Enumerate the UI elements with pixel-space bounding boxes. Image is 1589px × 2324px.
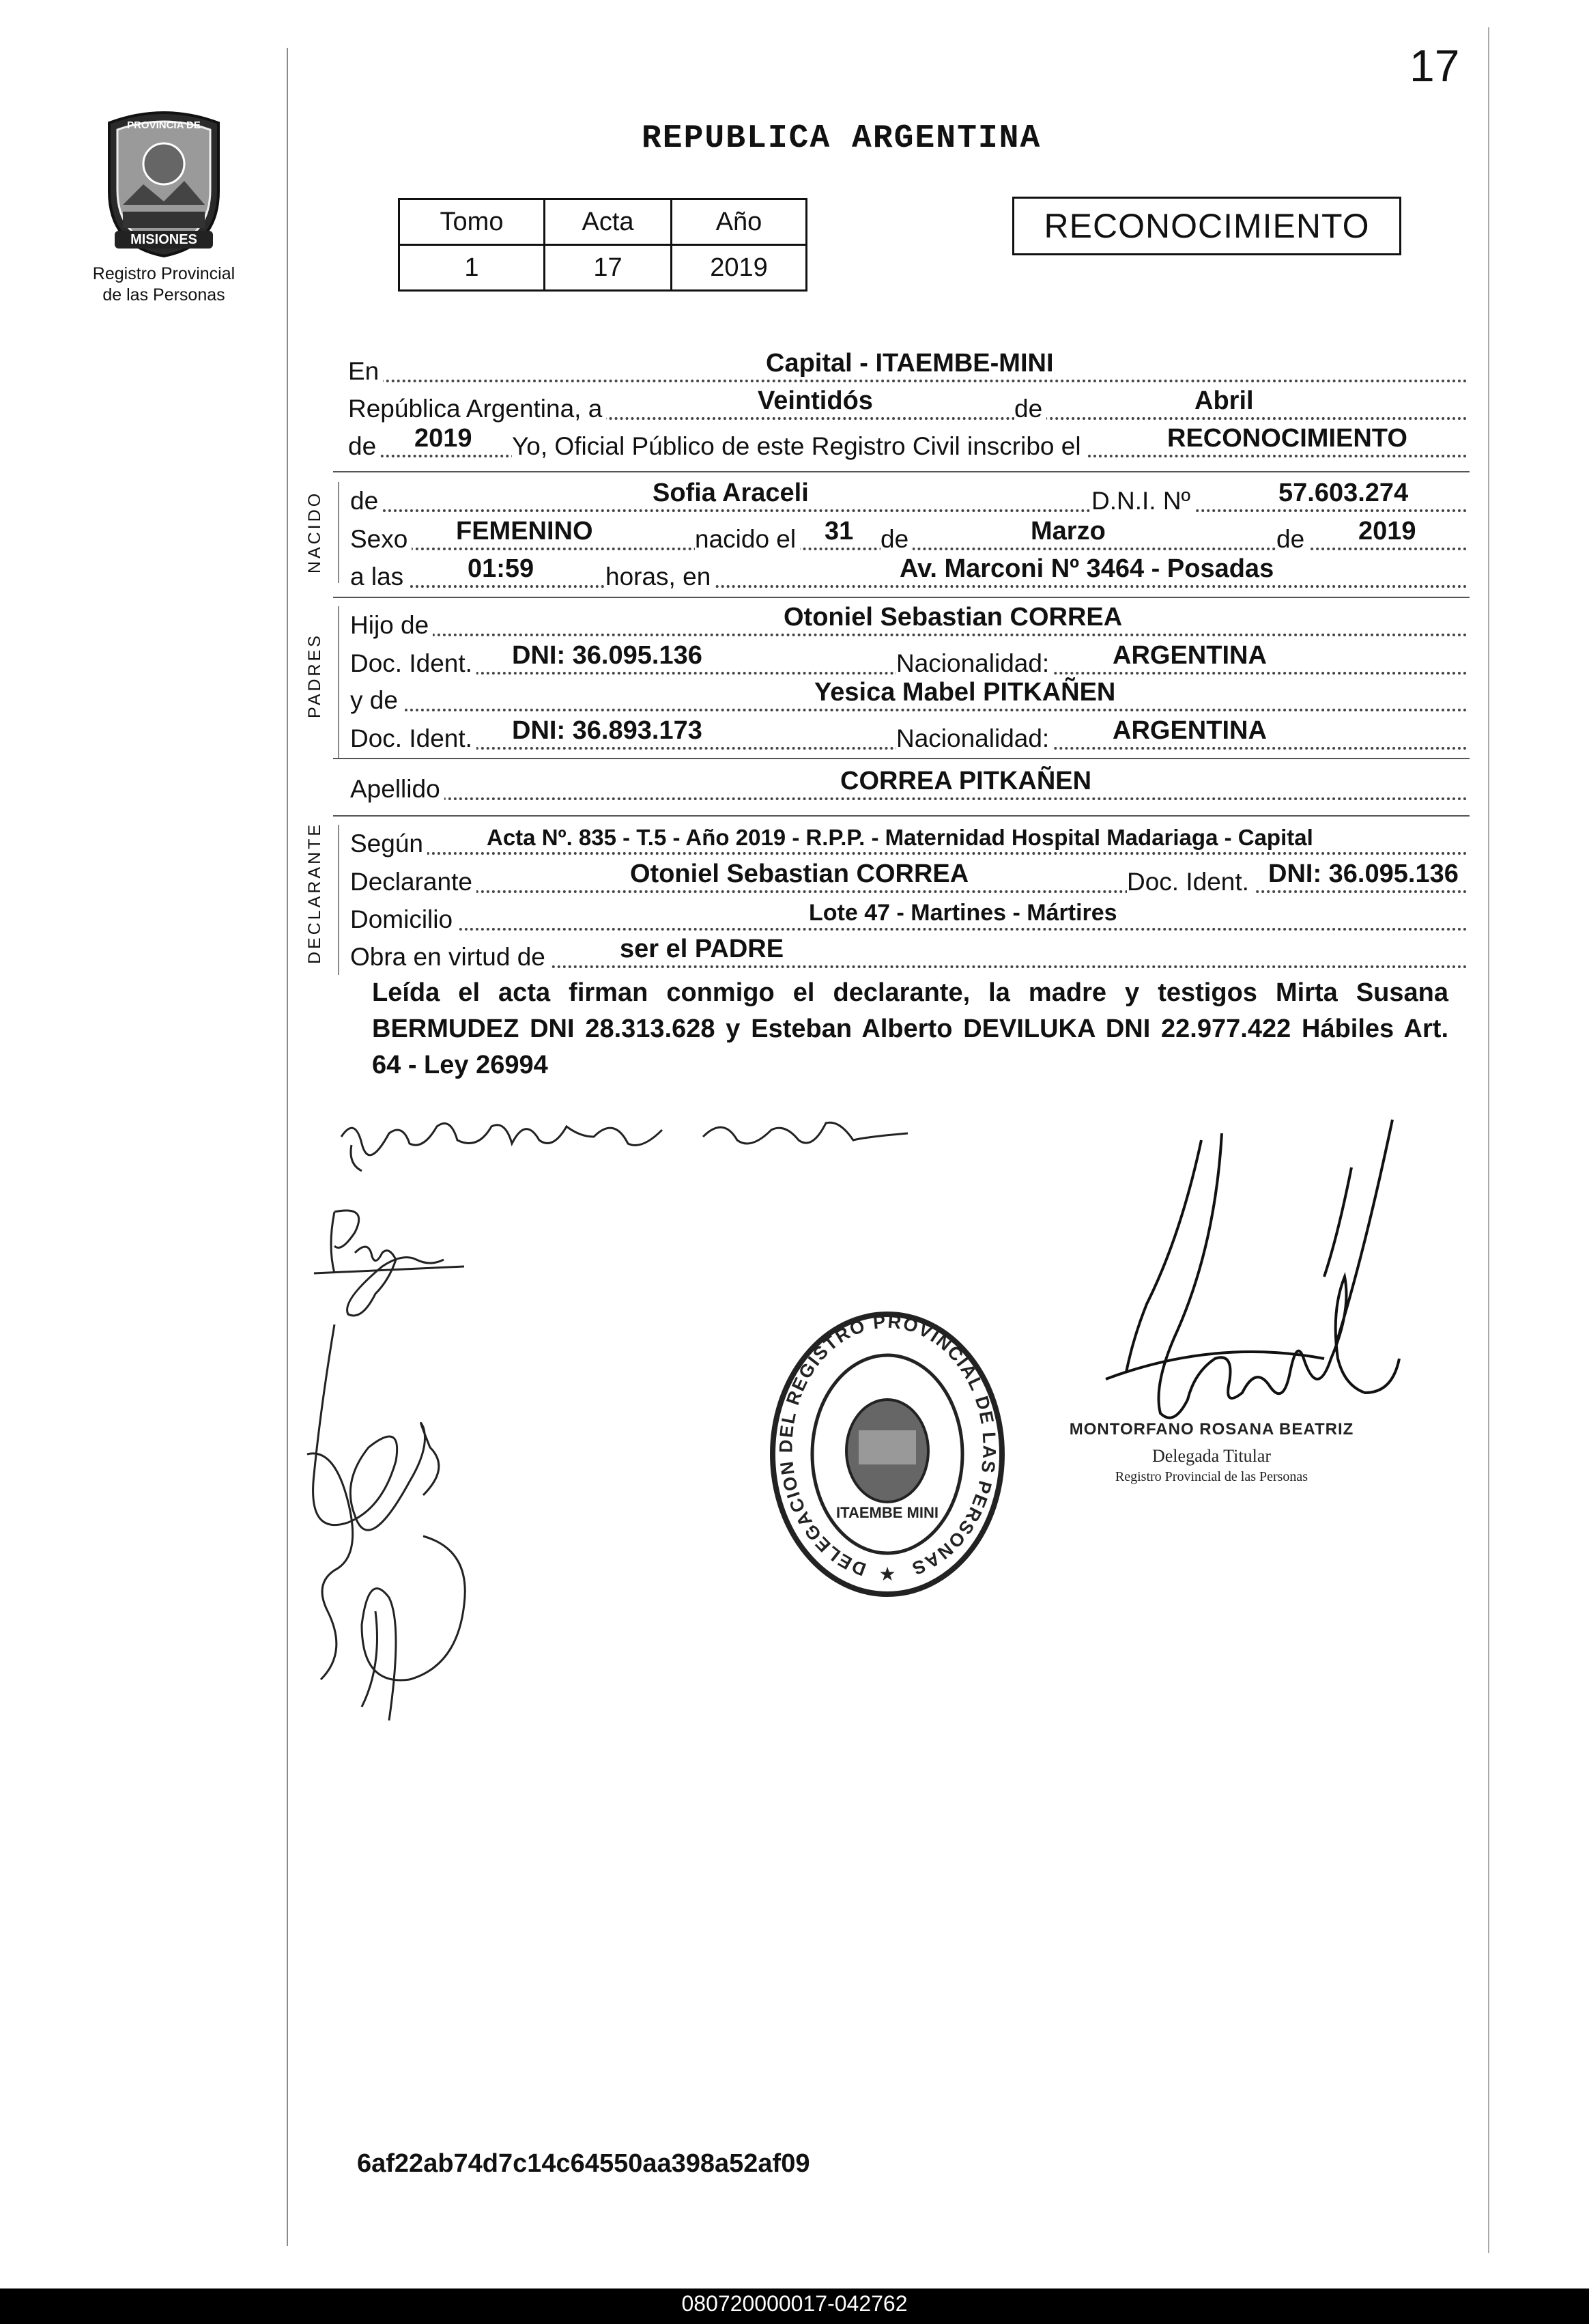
document-hash: 6af22ab74d7c14c64550aa398a52af09 — [357, 2149, 810, 2178]
left-margin-line — [287, 48, 288, 2246]
father-name: Otoniel Sebastian CORREA — [784, 603, 1123, 632]
year-value: 2019 — [414, 424, 472, 453]
birth-day: 31 — [825, 517, 854, 545]
apellido-label: Apellido — [350, 774, 444, 804]
sexo-label: Sexo — [350, 524, 412, 554]
signature-official — [1078, 1113, 1433, 1468]
birth-time: 01:59 — [468, 554, 534, 583]
svg-text:MISIONES: MISIONES — [130, 232, 197, 247]
row-nacido-nombre — [350, 479, 1468, 516]
birth-month: Marzo — [1031, 517, 1106, 545]
declarante-bracket — [338, 825, 339, 975]
birth-place: Av. Marconi Nº 3464 - Posadas — [900, 554, 1274, 583]
de-label-2: de — [881, 524, 913, 554]
hijo-de-label: Hijo de — [350, 610, 433, 640]
svg-text:ITAEMBE MINI: ITAEMBE MINI — [836, 1504, 939, 1521]
section-nacido: NACIDO — [305, 490, 324, 573]
row-obra — [350, 935, 1468, 972]
nac2-label: Nacionalidad: — [896, 724, 1053, 754]
nacido-bracket — [338, 482, 339, 583]
value-acta: 17 — [545, 245, 672, 291]
registry-label — [75, 264, 253, 306]
segun-label: Según — [350, 829, 427, 859]
declarante-doc-value: DNI: 36.095.136 — [1268, 860, 1459, 888]
officer-text: Yo, Oficial Público de este Registro Civil inscribo el — [512, 431, 1085, 462]
official-office: Registro Provincial de las Personas — [1115, 1469, 1308, 1484]
de2-label: de — [348, 431, 380, 462]
separator — [333, 758, 1470, 759]
signature-testigos — [294, 1311, 498, 1748]
page-number: 17 — [1409, 40, 1460, 91]
nacido-de-label: de — [350, 486, 382, 516]
en-value: Capital - ITAEMBE-MINI — [766, 349, 1054, 378]
obra-label: Obra en virtud de — [350, 942, 549, 972]
svg-text:★: ★ — [878, 1563, 896, 1585]
doc1-value: DNI: 36.095.136 — [512, 641, 702, 670]
registry-label-line2: de las Personas — [102, 285, 225, 304]
act-type-box: RECONOCIMIENTO — [1012, 197, 1401, 255]
svg-text:DELEGACION DEL REGISTRO PROVIN: DELEGACION DEL REGISTRO PROVINCIAL DE LAS PERSONAS — [775, 1311, 1000, 1580]
dni-value: 57.603.274 — [1278, 479, 1409, 507]
separator — [333, 597, 1470, 598]
birth-year: 2019 — [1358, 517, 1416, 545]
doc2-value: DNI: 36.893.173 — [512, 716, 702, 745]
header-acta: Acta — [545, 199, 672, 245]
separator — [333, 471, 1470, 472]
declarante-value: Otoniel Sebastian CORREA — [630, 860, 969, 888]
svg-text:PROVINCIA DE: PROVINCIA DE — [127, 119, 201, 131]
nacido-name: Sofia Araceli — [653, 479, 809, 507]
nac2-value: ARGENTINA — [1113, 716, 1267, 745]
registry-label-line1: Registro Provincial — [92, 264, 235, 283]
official-block — [1041, 1420, 1382, 1485]
declarante-label: Declarante — [350, 867, 476, 897]
footer-code: 080720000017-042762 — [681, 2291, 908, 2316]
row-y-de — [350, 678, 1468, 715]
domicilio-label: Domicilio — [350, 905, 457, 935]
sexo-value: FEMENINO — [456, 517, 593, 545]
declarante-doc-label: Doc. Ident. — [1127, 867, 1253, 897]
y-de-label: y de — [350, 685, 402, 715]
month-value: Abril — [1194, 386, 1254, 415]
value-tomo: 1 — [399, 245, 545, 291]
nac1-label: Nacionalidad: — [896, 649, 1053, 679]
domicilio-value: Lote 47 - Martines - Mártires — [809, 900, 1117, 926]
row-declarante — [350, 860, 1468, 897]
row-republica — [348, 386, 1468, 424]
row-en — [348, 349, 1468, 386]
row-doc-madre — [350, 716, 1468, 754]
right-margin-line — [1488, 27, 1489, 2253]
de-label: de — [1014, 394, 1046, 424]
row-nacido-sexo — [350, 517, 1468, 554]
en-label: En — [348, 356, 383, 386]
registry-stamp — [764, 1307, 1010, 1601]
official-name: MONTORFANO ROSANA BEATRIZ — [1069, 1420, 1354, 1439]
republica-label: República Argentina, a — [348, 394, 606, 424]
row-hijo-de — [350, 603, 1468, 640]
row-officer — [348, 424, 1468, 462]
row-doc-padre — [350, 641, 1468, 679]
padres-bracket — [338, 606, 339, 759]
doc2-label: Doc. Ident. — [350, 724, 476, 754]
official-title: Delegada Titular — [1151, 1446, 1272, 1466]
horas-label: horas, en — [605, 562, 715, 592]
row-segun — [350, 825, 1468, 859]
section-declarante: DECLARANTE — [305, 821, 324, 964]
row-apellido — [350, 767, 1468, 804]
row-nacido-hora — [350, 554, 1468, 592]
header-anio: Año — [672, 199, 807, 245]
province-seal — [96, 109, 232, 259]
row-domicilio — [350, 901, 1468, 935]
dni-label: D.N.I. Nº — [1091, 486, 1194, 516]
inscribo-value: RECONOCIMIENTO — [1167, 424, 1407, 453]
reference-table-header — [399, 199, 807, 245]
nac1-value: ARGENTINA — [1113, 641, 1267, 670]
value-anio: 2019 — [672, 245, 807, 291]
segun-value: Acta Nº. 835 - T.5 - Año 2019 - R.P.P. - Maternidad Hospital Madariaga - Capital — [487, 825, 1313, 850]
apellido-value: CORREA PITKAÑEN — [840, 767, 1092, 795]
document-title: REPUBLICA ARGENTINA — [642, 120, 1042, 157]
doc1-label: Doc. Ident. — [350, 649, 476, 679]
signature-declarante — [321, 1096, 935, 1178]
reference-table — [398, 198, 807, 292]
day-value: Veintidós — [758, 386, 873, 415]
closing-statement: Leída el acta firman conmigo el declarante, la madre y testigos Mirta Susana BERMUDEZ DNI 28.313.628 y Esteban Alberto DEVILUKA DNI 22.977.422 Hábiles Art. 64 - Ley 26994 — [372, 978, 1448, 1079]
obra-value: ser el PADRE — [620, 935, 784, 963]
de-label-3: de — [1276, 524, 1308, 554]
section-padres: PADRES — [305, 633, 324, 718]
separator — [333, 815, 1470, 817]
a-las-label: a las — [350, 562, 407, 592]
mother-name: Yesica Mabel PITKAÑEN — [814, 678, 1116, 707]
reference-table-values — [399, 245, 807, 291]
nacido-el-label: nacido el — [695, 524, 800, 554]
header-tomo: Tomo — [399, 199, 545, 245]
